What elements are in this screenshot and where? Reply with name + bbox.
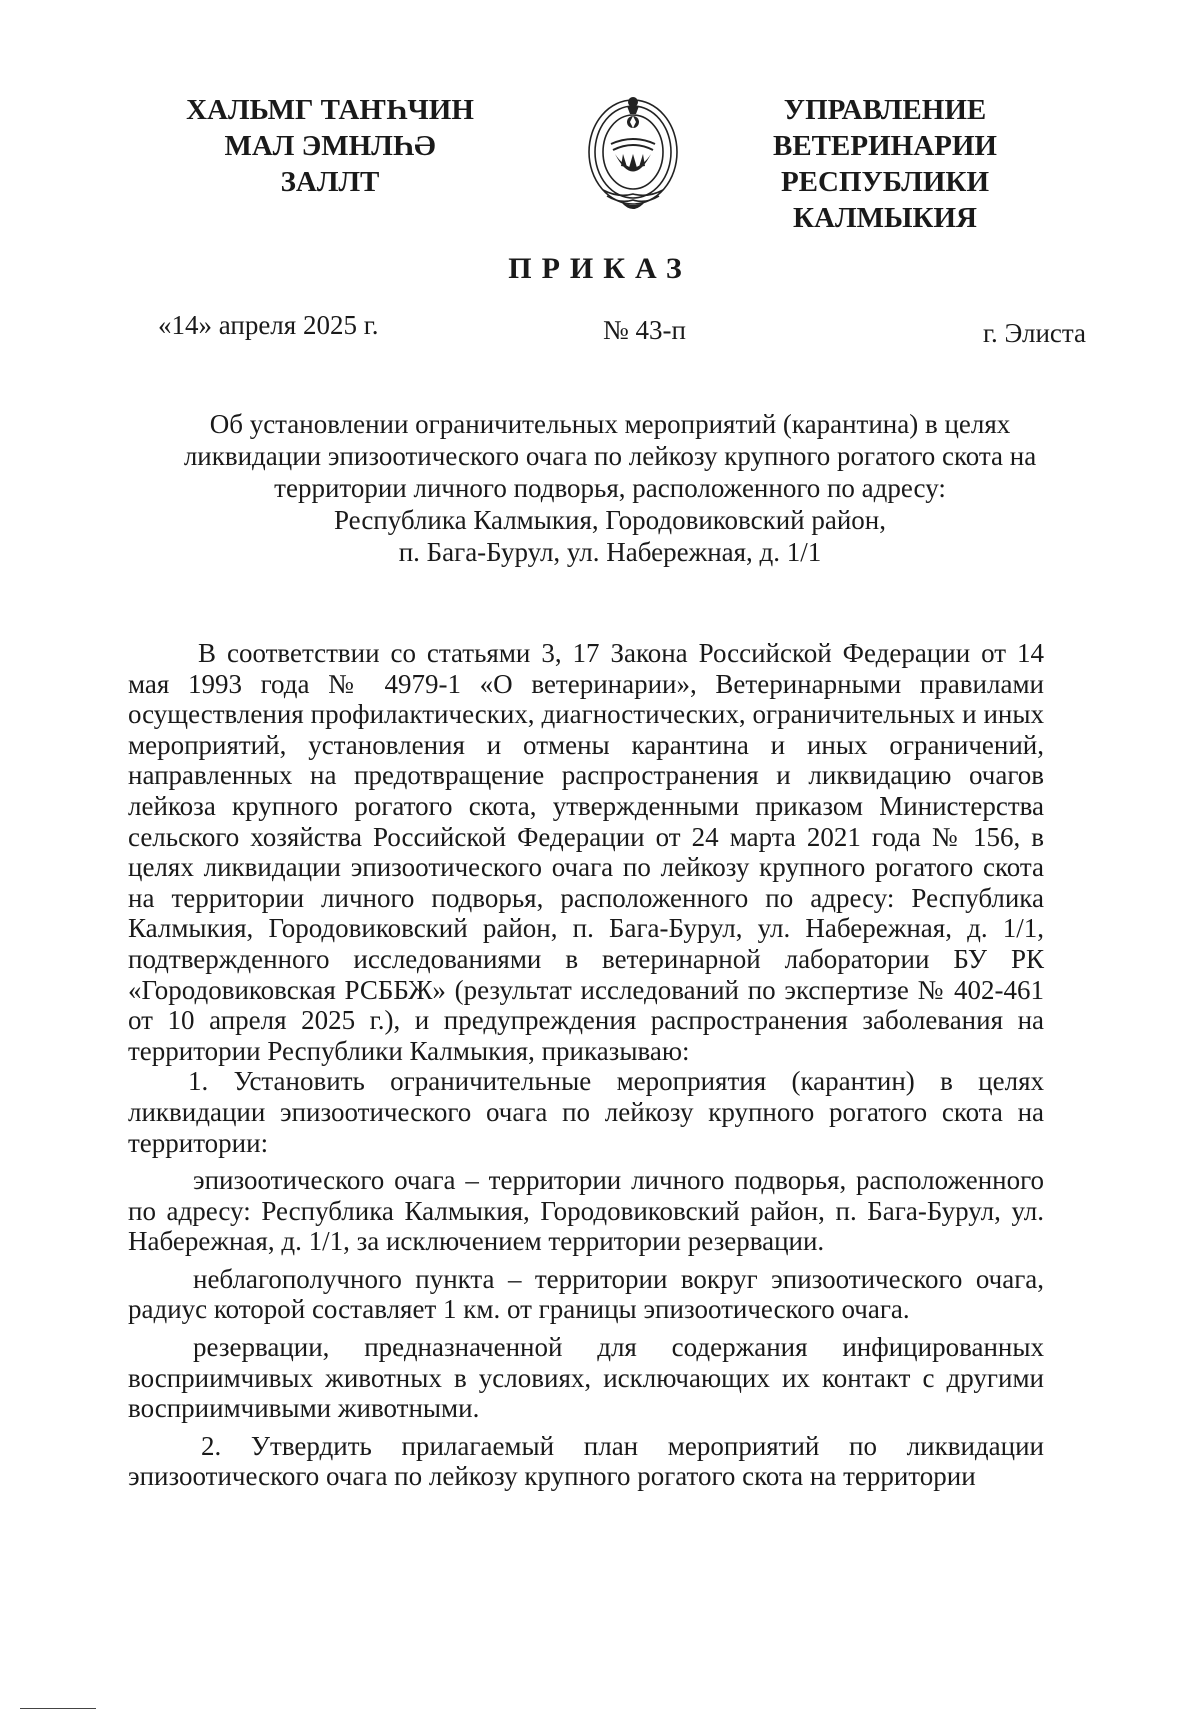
- authority-name-kalmyk: [140, 92, 520, 200]
- clause-2-paragraph: 2. Утвердить прилагаемый план мероприятий по ликвидации эпизоотического очага по лейкозу крупного рогатого скота на территории: [128, 1430, 1044, 1492]
- clause-1-reservation-paragraph: резервации, предназначенной для содержания инфицированных восприимчивых животных в условиях, исключающих их контакт с другими восприимчивыми животными.: [128, 1332, 1044, 1424]
- subject-line: ликвидации эпизоотического очага по лейкозу крупного рогатого скота на: [183, 441, 1037, 471]
- authority-kalmyk-line: ХАЛЬМГ ТАҤҺЧИН: [186, 94, 474, 126]
- subject-line: территории личного подворья, расположенного по адресу:: [274, 473, 946, 503]
- preamble-paragraph: В соответствии со статьями 3, 17 Закона Российской Федерации от 14 мая 1993 года № 4979-1 «О ветеринарии», Ветеринарными правилами осуществления профилактических, диагностических, ограничительных и иных мероприятий, установления и отмены карантина и иных ограничений, направленных на предотвращение распространения и ликвидацию очагов лейкоза крупного рогатого скота, утвержденными приказом Министерства сельского хозяйства Российской Федерации от 24 марта 2021 года № 156, в целях ликвидации эпизоотического очага по лейкозу крупного рогатого скота на территории личного подворья, расположенного по адресу: Республика Калмыкия, Городовиковский район, п. Бага-Бурул, ул. Набережная, д. 1/1, подтвержденного исследованиями в ветеринарной лаборатории БУ РК «Городовиковская РСББЖ» (результат исследований по экспертизе № 402-461 от 10 апреля 2025 г.), и предупреждения распространения заболевания на территории Республики Калмыкия, приказываю:: [128, 638, 1044, 1066]
- authority-russian-line: КАЛМЫКИЯ: [793, 202, 977, 234]
- authority-russian-line: РЕСПУБЛИКИ: [780, 166, 990, 198]
- order-body: [128, 638, 1044, 1492]
- order-number: № 43-п: [603, 315, 686, 345]
- order-city: г. Элиста: [983, 318, 1087, 348]
- authority-russian-line: ВЕТЕРИНАРИИ: [773, 130, 997, 162]
- authority-name-russian: [755, 92, 1015, 236]
- document-title: ПРИКАЗ: [508, 252, 692, 285]
- footer-divider: [20, 1708, 96, 1709]
- subject-line: Об установлении ограничительных мероприятий (карантина) в целях: [209, 409, 1011, 439]
- subject-line: Республика Калмыкия, Городовиковский район,: [334, 505, 886, 535]
- authority-russian-line: УПРАВЛЕНИЕ: [783, 94, 987, 126]
- order-date: «14» апреля 2025 г.: [158, 310, 379, 340]
- order-subject: [140, 408, 1080, 568]
- kalmykia-coat-of-arms-icon: [583, 94, 683, 216]
- subject-line: п. Бага-Бурул, ул. Набережная, д. 1/1: [398, 537, 822, 567]
- authority-kalmyk-line: МАЛ ЭМНЛҺӘ: [224, 130, 436, 162]
- authority-kalmyk-line: ЗАЛЛТ: [280, 166, 380, 198]
- clause-1-zone-paragraph: неблагополучного пункта – территории вокруг эпизоотического очага, радиус которой составляет 1 км. от границы эпизоотического очага.: [128, 1263, 1044, 1325]
- clause-1-focus-paragraph: эпизоотического очага – территории личного подворья, расположенного по адресу: Республика Калмыкия, Городовиковский район, п. Бага-Бурул, ул. Набережная, д. 1/1, за исключением территории резервации.: [128, 1165, 1044, 1257]
- clause-1-paragraph: 1. Установить ограничительные мероприятия (карантин) в целях ликвидации эпизоотического очага по лейкозу крупного рогатого скота на территории:: [128, 1066, 1044, 1158]
